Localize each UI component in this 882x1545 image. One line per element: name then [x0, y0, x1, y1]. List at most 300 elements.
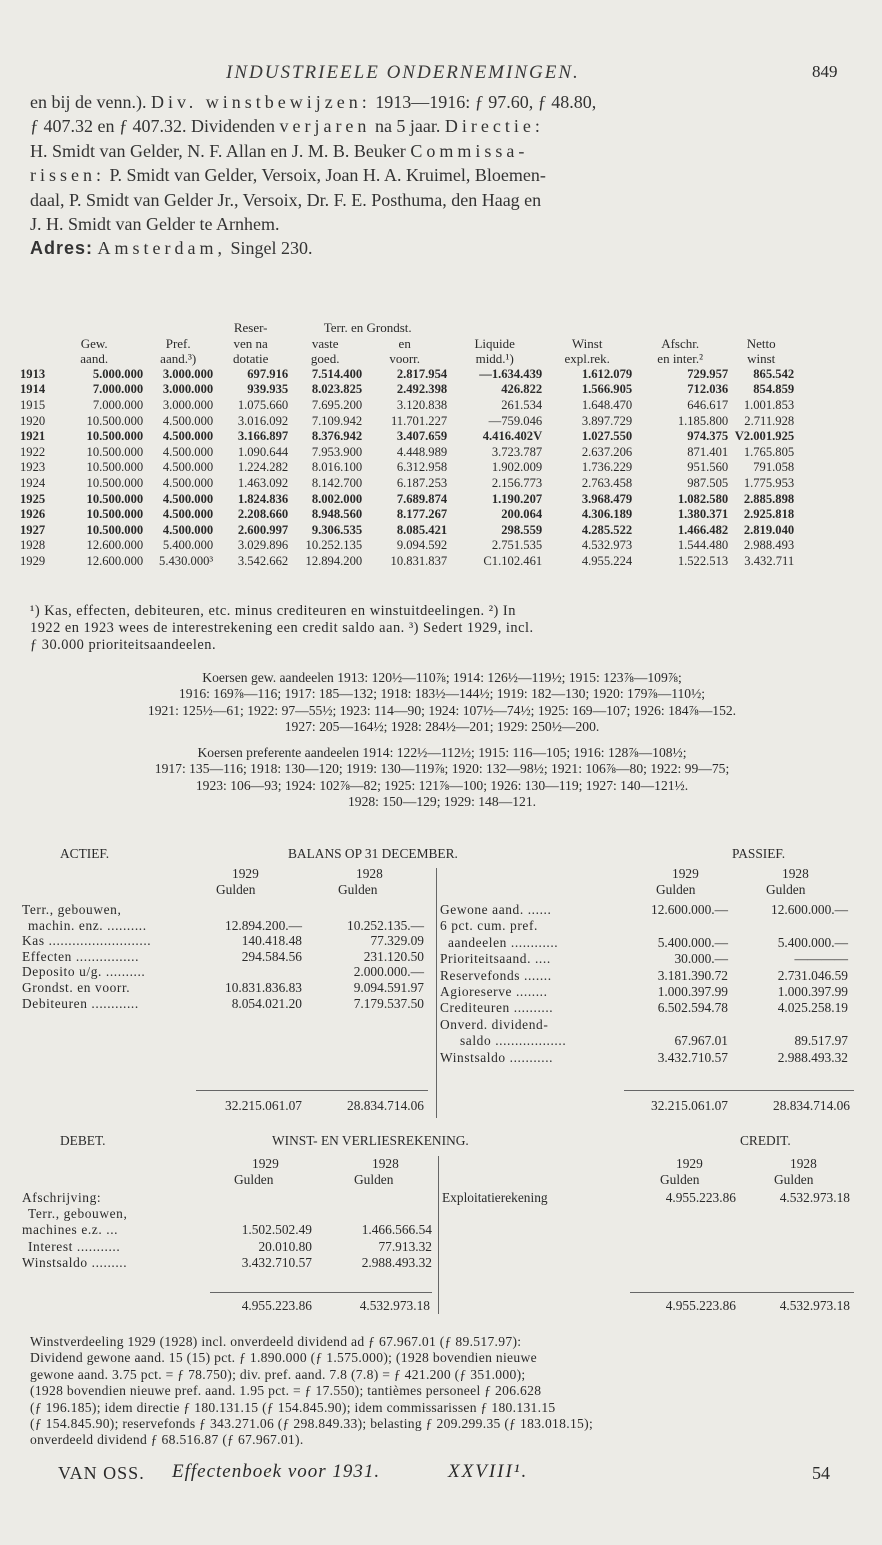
table-cell: 1913 — [20, 366, 46, 381]
table-cell: 426.822 — [501, 382, 543, 397]
entry-label: Terr., gebouwen, — [22, 902, 122, 917]
credit-1929: 4.955.223.86 — [665, 1190, 736, 1205]
entry-label: Onverd. dividend- — [440, 1016, 549, 1032]
table-cell — [447, 320, 542, 336]
intro-line: ƒ 407.32 en ƒ 407.32. Dividenden verjaren na 5 jaar. Directie: — [30, 116, 544, 137]
table-cell: 7.000.000 — [92, 382, 144, 397]
table-cell: 1.380.371 — [677, 507, 729, 522]
entry-row — [22, 918, 432, 934]
entry-value-1929: 8.054.021.20 — [231, 995, 302, 1011]
table-cell: 1926 — [20, 507, 46, 522]
currency-col: Gulden — [766, 882, 806, 897]
table-cell: 3.120.838 — [396, 397, 448, 412]
table-cell: 3.407.659 — [396, 429, 448, 444]
entry-row — [440, 951, 860, 967]
address-label: Adres: — [30, 238, 94, 259]
currency-col: Gulden — [338, 882, 378, 897]
table-cell: 697.916 — [247, 366, 289, 381]
table-cell: 3.000.000 — [162, 366, 214, 381]
table-cell: Winst — [571, 335, 603, 351]
entry-value-1929: 67.967.01 — [674, 1033, 728, 1049]
year-col: 1929 — [232, 866, 259, 881]
table-cell: C1.102.461 — [483, 553, 543, 568]
currency-col: Gulden — [774, 1172, 814, 1187]
table-cell: 4.500.000 — [162, 429, 214, 444]
entry-row — [440, 968, 860, 984]
table-cell: 298.559 — [501, 522, 543, 537]
footer-publisher: VAN OSS. — [58, 1463, 145, 1483]
price-line: 1917: 135—116; 1918: 130—120; 1919: 130—119⅞; 1920: 132—98½; 1921: 106⅞—80; 1922: 99—75; — [154, 761, 730, 777]
credit-1928: 4.532.973.18 — [779, 1190, 850, 1205]
table-cell: aand.³) — [160, 351, 197, 367]
table-cell: 2.988.493 — [743, 538, 795, 553]
table-row — [20, 460, 794, 476]
balance-title: BALANS OP 31 DECEMBER. — [288, 846, 458, 861]
table-cell: Netto — [746, 335, 776, 351]
address-line: Adres: Amsterdam, Singel 230. — [30, 238, 313, 259]
entry-value-1928: 2.988.493.32 — [777, 1049, 848, 1065]
table-cell — [728, 320, 794, 336]
table-cell: 4.500.000 — [162, 475, 214, 490]
table-cell: winst — [747, 351, 776, 367]
entry-label: saldo .................. — [460, 1033, 567, 1049]
entry-label: 6 pct. cum. pref. — [440, 918, 538, 934]
table-cell: 2.885.898 — [743, 491, 795, 506]
entry-row — [440, 918, 860, 934]
table-cell: 1.612.079 — [581, 366, 633, 381]
entry-value-1928: 2.988.493.32 — [361, 1254, 432, 1270]
table-cell: Liquide — [474, 335, 515, 351]
distribution-line: Winstverdeeling 1929 (1928) incl. onverdeeld dividend ad ƒ 67.967.01 (ƒ 89.517.97): — [30, 1334, 522, 1349]
table-cell: 3.029.896 — [237, 538, 289, 553]
price-line: 1928: 150—129; 1929: 148—121. — [347, 794, 537, 810]
year-col: 1928 — [790, 1156, 817, 1171]
table-row — [20, 429, 794, 445]
table-cell: midd.¹) — [475, 351, 514, 367]
currency-col: Gulden — [234, 1172, 274, 1187]
table-cell: 1915 — [20, 397, 46, 412]
passief-total-1928: 28.834.714.06 — [773, 1098, 850, 1113]
table-cell: 4.500.000 — [162, 460, 214, 475]
entry-value-1929: 1.502.502.49 — [241, 1222, 312, 1238]
table-cell: 987.505 — [687, 475, 729, 490]
table-cell: 10.500.000 — [86, 413, 144, 428]
table-cell: 1.824.836 — [237, 491, 289, 506]
table-cell: 10.252.135 — [305, 538, 363, 553]
table-cell: 1.001.853 — [743, 397, 795, 412]
table-cell: 1921 — [20, 429, 46, 444]
table-cell: Gew. — [80, 335, 108, 351]
table-cell: dotatie — [232, 351, 269, 367]
share-prices-ordinary — [22, 670, 862, 736]
entry-row — [440, 1033, 860, 1049]
table-cell: 1.090.644 — [237, 444, 289, 459]
table-cell: goed. — [310, 351, 340, 367]
actief-total-1928: 28.834.714.06 — [347, 1098, 424, 1113]
currency-col: Gulden — [656, 882, 696, 897]
intro-line: J. H. Smidt van Gelder te Arnhem. — [30, 214, 280, 235]
table-cell: 1.466.482 — [677, 522, 729, 537]
entry-row — [22, 949, 432, 965]
table-cell: 2.925.818 — [743, 507, 795, 522]
total-rule — [624, 1090, 854, 1091]
table-cell: 854.859 — [753, 382, 795, 397]
entry-label: Kas .......................... — [22, 933, 152, 949]
intro-line: H. Smidt van Gelder, N. F. Allan en J. M. B. Beuker Commissa- — [30, 140, 529, 161]
entry-value-1928: 5.400.000.— — [777, 934, 848, 950]
price-line: 1916: 169⅞—116; 1917: 185—132; 1918: 183½—144½; 1919: 182—130; 1920: 179⅞—110½; — [178, 686, 706, 702]
table-cell: 8.023.825 — [311, 382, 363, 397]
table-cell: 2.156.773 — [491, 475, 543, 490]
entry-value-1928: 9.094.591.97 — [353, 979, 424, 995]
table-cell: 1.544.480 — [677, 538, 729, 553]
passief-entries — [440, 902, 860, 1066]
table-cell: 7.953.900 — [311, 444, 363, 459]
table-cell — [143, 320, 213, 336]
table-cell: Terr. en Grondst. — [323, 320, 412, 335]
table-cell: 4.416.402V — [482, 429, 543, 444]
table-cell: 712.036 — [687, 382, 729, 397]
entry-value-1928: 7.179.537.50 — [353, 995, 424, 1011]
actief-total-1929: 32.215.061.07 — [225, 1098, 302, 1113]
table-cell: 9.094.592 — [396, 538, 448, 553]
footnote-line: 1922 en 1923 wees de interestrekening een credit saldo aan. ³) Sedert 1929, incl. — [30, 619, 534, 636]
table-cell: expl.rek. — [564, 351, 610, 367]
table-cell: 11.701.227 — [390, 413, 448, 428]
table-cell: 2.711.928 — [744, 413, 795, 428]
table-cell — [542, 320, 632, 336]
entry-label: Interest ........... — [28, 1238, 121, 1254]
year-col: 1929 — [676, 1156, 703, 1171]
table-cell: 939.935 — [247, 382, 289, 397]
price-line: 1927: 205—164½; 1928: 284½—201; 1929: 250½—200. — [284, 719, 600, 735]
distribution-line: (ƒ 196.185); idem directie ƒ 180.131.15 (ƒ 154.845.90); idem commissarissen ƒ 180.131.15 — [30, 1399, 556, 1415]
distribution-line: gewone aand. 3.75 pct. = ƒ 78.750); div. pref. aand. 7.8 (7.8) = ƒ 421.200 (ƒ 351.000); — [30, 1366, 526, 1382]
table-cell: vaste — [311, 335, 339, 351]
entry-value-1929: 6.502.594.78 — [657, 1000, 728, 1016]
table-cell: Reser- — [233, 320, 268, 335]
table-cell: 1.765.805 — [743, 444, 795, 459]
company-intro — [30, 90, 860, 261]
table-cell: Afschr. — [661, 335, 700, 351]
price-line: 1923: 106—93; 1924: 102⅞—82; 1925: 121⅞—100; 1926: 130—119; 1927: 140—121½. — [195, 777, 689, 793]
currency-col: Gulden — [354, 1172, 394, 1187]
table-cell: aand. — [80, 351, 109, 367]
table-cell: 10.500.000 — [86, 507, 144, 522]
entry-value-1929: 10.831.836.83 — [225, 979, 302, 995]
entry-label: machines e.z. ... — [22, 1222, 119, 1238]
entry-row — [22, 996, 432, 1012]
table-cell: 974.375 — [687, 429, 729, 444]
table-cell: 10.500.000 — [86, 444, 144, 459]
distribution-line: Dividend gewone aand. 15 (15) pct. ƒ 1.890.000 (ƒ 1.575.000); (1928 bovendien nieuwe — [30, 1350, 537, 1366]
price-line: Koersen preferente aandeelen 1914: 122½—112½; 1915: 116—105; 1916: 128⅞—108½; — [197, 745, 687, 760]
table-cell: 8.376.942 — [311, 429, 363, 444]
entry-value-1928: 10.252.135.— — [347, 917, 424, 933]
table-cell: 10.500.000 — [86, 491, 144, 506]
table-cell: 5.000.000 — [92, 366, 144, 381]
table-cell: 8.142.700 — [311, 475, 363, 490]
currency-col: Gulden — [216, 882, 256, 897]
table-cell: 12.600.000 — [86, 538, 144, 553]
table-cell: 2.763.458 — [581, 475, 633, 490]
year-col: 1928 — [372, 1156, 399, 1171]
entry-row — [440, 1017, 860, 1033]
intro-line: en bij de venn.). Div. winstbewijzen: 1913—1916: ƒ 97.60, ƒ 48.80, — [30, 92, 597, 112]
entry-row — [22, 1222, 434, 1238]
table-cell: 2.751.535 — [491, 538, 543, 553]
table-cell: 1.775.953 — [743, 475, 795, 490]
footnote-line: ƒ 30.000 prioriteitsaandeelen. — [30, 636, 217, 653]
table-cell: 5.430.000³ — [159, 553, 214, 568]
credit-heading: CREDIT. — [740, 1133, 791, 1148]
table-cell: 1.185.800 — [677, 413, 729, 428]
profit-distribution — [30, 1334, 860, 1449]
table-cell: ven na — [233, 335, 268, 351]
passief-total-1929: 32.215.061.07 — [651, 1098, 728, 1113]
entry-label: Grondst. en voorr. — [22, 979, 131, 995]
entry-row — [22, 902, 432, 918]
table-cell: 646.617 — [687, 397, 729, 412]
table-cell: 2.600.997 — [237, 522, 289, 537]
distribution-line: onverdeeld dividend ƒ 68.516.87 (ƒ 67.967.01). — [30, 1432, 304, 1448]
total-rule — [210, 1292, 432, 1293]
entry-row — [22, 964, 432, 980]
table-row — [20, 414, 794, 430]
table-row — [20, 523, 794, 539]
entry-row — [440, 1050, 860, 1066]
entry-value-1929: 1.000.397.99 — [657, 983, 728, 999]
table-cell: 3.000.000 — [162, 382, 214, 397]
table-cell: 1.224.282 — [237, 460, 289, 475]
share-prices-preferred — [22, 745, 862, 811]
table-cell: 7.000.000 — [92, 397, 144, 412]
year-col: 1928 — [782, 866, 809, 881]
debet-total-1929: 4.955.223.86 — [241, 1298, 312, 1313]
running-header: INDUSTRIEELE ONDERNEMINGEN. — [226, 62, 580, 83]
table-cell: en inter.² — [657, 351, 704, 367]
column-divider — [436, 868, 437, 1118]
credit-label: Exploitatierekening — [442, 1190, 548, 1205]
entry-value-1928: 89.517.97 — [794, 1033, 848, 1049]
entry-value-1929: 20.010.80 — [258, 1238, 312, 1254]
table-cell: 1.902.009 — [491, 460, 543, 475]
table-cell: 1914 — [20, 382, 46, 397]
table-cell — [632, 320, 728, 336]
entry-value-1929: 140.418.48 — [241, 933, 302, 949]
entry-value-1928: ———— — [794, 951, 848, 967]
table-cell: 4.500.000 — [162, 491, 214, 506]
entry-label: Deposito u/g. .......... — [22, 964, 146, 980]
table-cell: 1.027.550 — [581, 429, 633, 444]
table-cell: 1922 — [20, 444, 46, 459]
profit-loss-title: WINST- EN VERLIESREKENING. — [272, 1133, 469, 1148]
table-cell: 729.957 — [687, 366, 729, 381]
entry-value-1929: 12.600.000.— — [651, 902, 728, 917]
entry-value-1929: 3.181.390.72 — [657, 967, 728, 983]
table-cell: 871.401 — [687, 444, 729, 459]
table-cell: 3.897.729 — [581, 413, 633, 428]
table-cell — [45, 320, 143, 336]
table-cell: 261.534 — [501, 397, 543, 412]
entry-value-1928: 77.913.32 — [378, 1238, 432, 1254]
table-header-row — [20, 351, 794, 367]
entry-label: Reservefonds ....... — [440, 967, 552, 983]
table-cell: 3.166.897 — [237, 429, 289, 444]
distribution-line: (1928 bovendien nieuwe pref. aand. 1.95 pct. = ƒ 17.550); tantièmes personeel ƒ 206.628 — [30, 1383, 542, 1399]
table-cell: 12.894.200 — [305, 553, 363, 568]
table-cell: 6.187.253 — [396, 475, 448, 490]
table-cell: 10.500.000 — [86, 522, 144, 537]
table-cell: 1.566.905 — [581, 382, 633, 397]
entry-value-1928: 4.025.258.19 — [777, 1000, 848, 1016]
table-cell: 4.500.000 — [162, 507, 214, 522]
footnote-line: ¹) Kas, effecten, debiteuren, etc. minus crediteuren en winstuitdeelingen. ²) In — [30, 603, 516, 619]
table-cell: 4.285.522 — [581, 522, 633, 537]
table-cell: 7.514.400 — [311, 366, 363, 381]
table-cell: 865.542 — [753, 366, 795, 381]
table-cell: 3.000.000 — [162, 397, 214, 412]
table-cell: 1.648.470 — [581, 397, 633, 412]
table-cell: 3.016.092 — [237, 413, 289, 428]
table-cell: Pref. — [165, 335, 191, 351]
debet-entries — [22, 1190, 434, 1271]
table-cell: voorr. — [389, 351, 421, 367]
table-cell: 1927 — [20, 522, 46, 537]
entry-value-1928: 1.000.397.99 — [777, 983, 848, 999]
table-row — [20, 554, 794, 570]
intro-line: daal, P. Smidt van Gelder Jr., Versoix, Dr. F. E. Posthuma, den Haag en — [30, 189, 542, 210]
table-cell: 1.190.207 — [491, 491, 543, 506]
financial-history-table — [20, 320, 794, 570]
year-col: 1929 — [672, 866, 699, 881]
table-cell — [20, 351, 45, 367]
page-number: 849 — [812, 62, 838, 81]
entry-label: Terr., gebouwen, — [28, 1206, 128, 1222]
credit-total-1929: 4.955.223.86 — [665, 1298, 736, 1313]
entry-value-1928: 2.000.000.— — [353, 964, 424, 980]
entry-label: Debiteuren ............ — [22, 995, 139, 1011]
table-cell: 6.312.958 — [396, 460, 448, 475]
table-cell: 7.695.200 — [311, 397, 363, 412]
table-cell: 9.306.535 — [311, 522, 363, 537]
entry-label: Effecten ................ — [22, 948, 140, 964]
actief-heading: ACTIEF. — [60, 846, 110, 861]
entry-label: aandeelen ............ — [448, 934, 559, 950]
entry-value-1929: 3.432.710.57 — [241, 1254, 312, 1270]
entry-value-1928: 12.600.000.— — [771, 902, 848, 917]
entry-label: Gewone aand. ...... — [440, 902, 552, 917]
table-cell: 1920 — [20, 413, 46, 428]
table-cell: 1.522.513 — [677, 553, 729, 568]
table-cell: 7.689.874 — [396, 491, 448, 506]
table-cell: 2.819.040 — [743, 522, 795, 537]
table-cell: 4.532.973 — [581, 538, 633, 553]
table-cell: 951.560 — [687, 460, 729, 475]
footer-page: 54 — [812, 1463, 830, 1483]
table-cell: 3.542.662 — [237, 553, 289, 568]
entry-value-1929: 5.400.000.— — [657, 934, 728, 950]
entry-row — [22, 980, 432, 996]
entry-row — [440, 984, 860, 1000]
table-cell: 4.448.989 — [396, 444, 448, 459]
entry-value-1929: 30.000.— — [674, 951, 728, 967]
actief-entries — [22, 902, 432, 1011]
entry-row — [22, 1190, 434, 1206]
entry-row — [440, 935, 860, 951]
table-cell: 7.109.942 — [311, 413, 363, 428]
table-cell: 1.075.660 — [237, 397, 289, 412]
table-header-row — [20, 336, 794, 352]
distribution-line: (ƒ 154.845.90); reservefonds ƒ 343.271.06 (ƒ 298.849.33); belasting ƒ 209.299.35 (ƒ 183.018.15); — [30, 1416, 594, 1432]
price-line: Koersen gew. aandeelen 1913: 120½—110⅞; 1914: 126½—119½; 1915: 123⅞—109⅞; — [202, 670, 682, 685]
entry-label: Agioreserve ........ — [440, 983, 548, 999]
table-row — [20, 367, 794, 383]
table-cell: 1.736.229 — [581, 460, 633, 475]
table-cell: 8.002.000 — [311, 491, 363, 506]
table-cell: 12.600.000 — [86, 553, 144, 568]
table-cell: 2.208.660 — [237, 507, 289, 522]
entry-label: Afschrijving: — [22, 1190, 102, 1205]
table-cell: 3.723.787 — [491, 444, 543, 459]
table-row — [20, 476, 794, 492]
table-cell: 4.955.224 — [581, 553, 633, 568]
table-cell: 10.500.000 — [86, 460, 144, 475]
table-cell: 8.085.421 — [396, 522, 448, 537]
table-cell: 2.637.206 — [581, 444, 633, 459]
table-cell: 4.500.000 — [162, 444, 214, 459]
table-header-row — [20, 320, 794, 336]
entry-value-1929: 12.894.200.— — [225, 917, 302, 933]
credit-total-1928: 4.532.973.18 — [779, 1298, 850, 1313]
table-cell: 1.463.092 — [237, 475, 289, 490]
entry-row — [22, 1239, 434, 1255]
footer-title: Effectenboek voor 1931. — [172, 1461, 381, 1482]
price-line: 1921: 125½—61; 1922: 97—55½; 1923: 114—90; 1924: 107½—74½; 1925: 169—107; 1926: 184⅞—152. — [147, 702, 737, 718]
footnotes — [30, 603, 860, 653]
table-cell: 1928 — [20, 538, 46, 553]
table-cell: 3.432.711 — [744, 553, 795, 568]
column-divider — [438, 1156, 439, 1314]
table-row — [20, 398, 794, 414]
entry-label: machin. enz. .......... — [28, 917, 147, 933]
table-cell: 4.306.189 — [581, 507, 633, 522]
entry-value-1929: 294.584.56 — [241, 948, 302, 964]
table-cell: 8.016.100 — [311, 460, 363, 475]
entry-value-1928: 1.466.566.54 — [361, 1222, 432, 1238]
entry-label: Crediteuren .......... — [440, 1000, 554, 1016]
table-cell: —1.634.439 — [479, 366, 543, 381]
table-cell: 8.948.560 — [311, 507, 363, 522]
table-row — [20, 538, 794, 554]
currency-col: Gulden — [660, 1172, 700, 1187]
entry-value-1928: 231.120.50 — [363, 948, 424, 964]
debet-total-1928: 4.532.973.18 — [359, 1298, 430, 1313]
table-cell: 1924 — [20, 475, 46, 490]
entry-value-1928: 77.329.09 — [370, 933, 424, 949]
entry-row — [22, 1206, 434, 1222]
entry-value-1929: 3.432.710.57 — [657, 1049, 728, 1065]
table-cell: 2.492.398 — [396, 382, 448, 397]
footer-volume: XXVIII¹. — [448, 1461, 529, 1482]
table-row — [20, 445, 794, 461]
total-rule — [196, 1090, 428, 1091]
passief-heading: PASSIEF. — [732, 846, 786, 861]
total-rule — [630, 1292, 854, 1293]
entry-row — [440, 1000, 860, 1016]
debet-heading: DEBET. — [60, 1133, 106, 1148]
table-cell: 1925 — [20, 491, 46, 506]
